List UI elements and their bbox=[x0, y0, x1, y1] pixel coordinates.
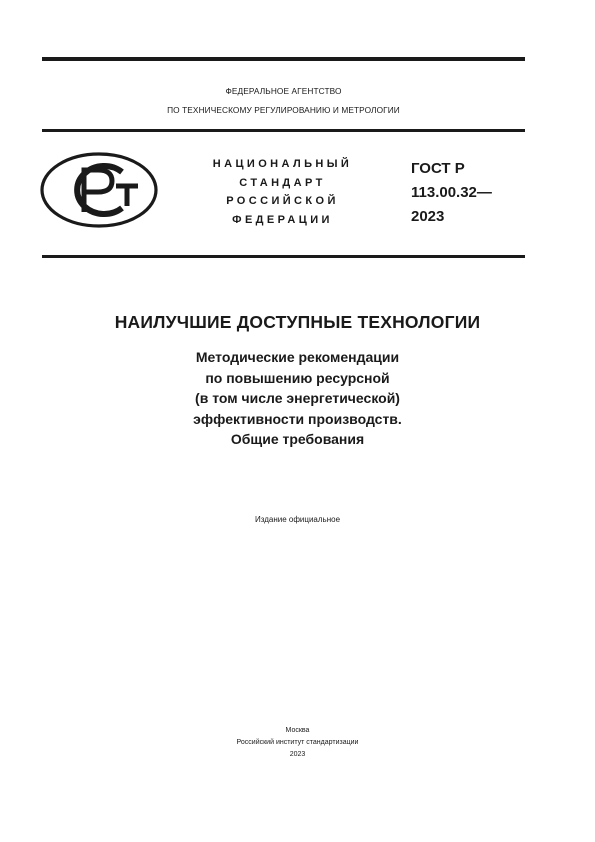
subtitle-line-1: Методические рекомендации bbox=[195, 349, 400, 365]
imprint-publisher: Российский институт стандартизации bbox=[236, 739, 359, 746]
top-divider bbox=[42, 57, 525, 61]
standard-type-line-4: ФЕДЕРАЦИИ bbox=[232, 213, 333, 226]
agency-header bbox=[42, 82, 525, 120]
middle-divider bbox=[42, 129, 525, 132]
subtitle-line-2: по повышению ресурсной bbox=[205, 369, 390, 386]
standard-designation bbox=[411, 157, 492, 229]
standard-type-line-3: РОССИЙСКОЙ bbox=[226, 195, 339, 207]
standard-type-line-2: СТАНДАРТ bbox=[239, 176, 326, 189]
bottom-divider bbox=[42, 255, 525, 258]
document-title: НАИЛУЧШИЕ ДОСТУПНЫЕ ТЕХНОЛОГИИ bbox=[114, 312, 481, 332]
imprint-year: 2023 bbox=[289, 751, 306, 758]
subtitle-line-5: Общие требования bbox=[230, 431, 365, 447]
agency-line-2: ПО ТЕХНИЧЕСКОМУ РЕГУЛИРОВАНИЮ И МЕТРОЛОГИИ bbox=[167, 105, 400, 115]
agency-line-1: ФЕДЕРАЛЬНОЕ АГЕНТСТВО bbox=[225, 86, 342, 96]
subtitle-line-3: (в том числе энергетической) bbox=[195, 390, 400, 406]
designation-line-1: ГОСТ Р bbox=[411, 160, 465, 177]
publisher-imprint bbox=[42, 725, 553, 761]
designation-line-3: 2023 bbox=[411, 208, 445, 225]
document-subtitle bbox=[42, 347, 553, 450]
edition-note: Издание официальное bbox=[254, 515, 341, 524]
rst-gost-mark-icon bbox=[40, 152, 158, 228]
designation-line-2: 113.00.32— bbox=[411, 184, 492, 201]
subtitle-line-4: эффективности производств. bbox=[193, 410, 402, 427]
standard-type-line-1: НАЦИОНАЛЬНЫЙ bbox=[212, 158, 353, 170]
imprint-city: Москва bbox=[285, 727, 310, 734]
standard-type bbox=[170, 155, 395, 229]
